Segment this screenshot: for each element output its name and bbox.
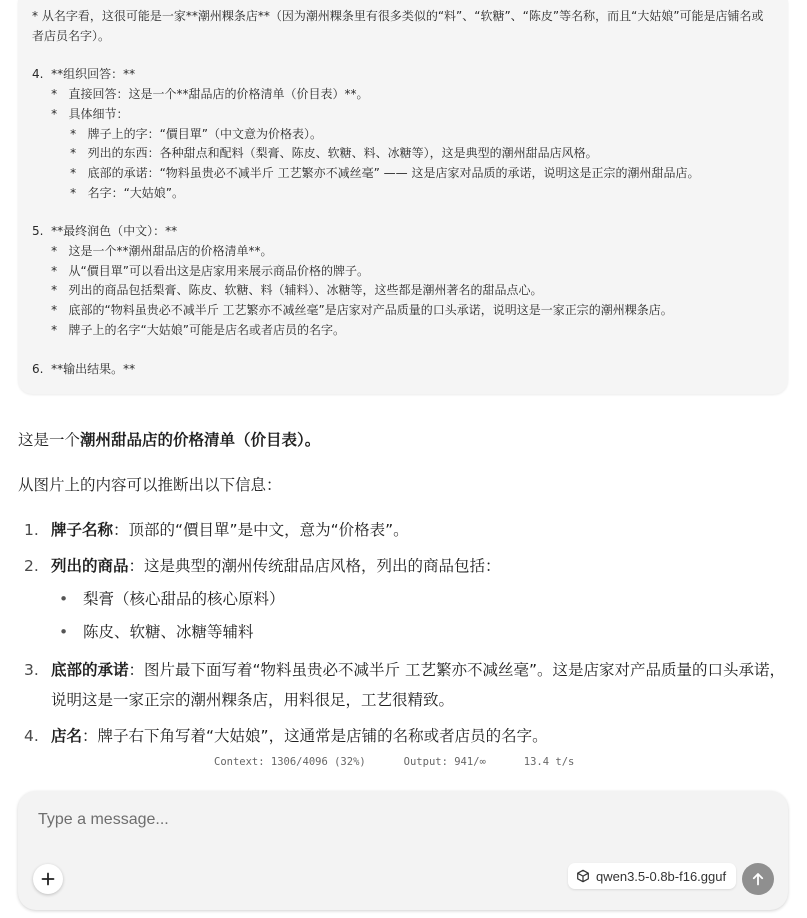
reasoning-block <box>18 0 788 394</box>
reasoning-line: * 底部的承诺：“物料虽贵必不减半斤 工艺繁亦不减丝毫” —— 这是店家对品质的承诺，说明这是正宗的潮州甜品店。 <box>32 165 700 180</box>
sub-item-text: 陈皮、软糖、冰糖等辅料 <box>83 623 254 641</box>
cube-icon <box>576 869 590 883</box>
item-label: 店名 <box>51 727 83 745</box>
list-number: 3. <box>24 661 39 679</box>
plus-icon <box>41 872 55 886</box>
reasoning-line: * 列出的商品包括梨膏、陈皮、软糖、料（辅料）、冰糖等，这些都是潮州著名的甜品点心。 <box>32 283 543 298</box>
item-text: ：图片最下面写着“物料虽贵必不减半斤 工艺繁亦不减丝毫”。这是店家对产品质量的口头承诺，说明这是一家正宗的潮州粿条店，用料很足，工艺很精致。 <box>51 661 786 709</box>
message-composer <box>18 791 788 910</box>
arrow-up-icon <box>751 872 765 886</box>
list-number: 2. <box>24 557 39 575</box>
item-text: ：牌子右下角写着“大姑娘”，这通常是店铺的名称或者店员的名字。 <box>82 727 548 745</box>
reasoning-line: * 牌子上的名字“大姑娘”可能是店名或者店员的名字。 <box>32 322 345 337</box>
reasoning-line: * 从“價目單”可以看出这是店家用来展示商品价格的牌子。 <box>32 263 369 278</box>
reasoning-line: * 直接回答：这是一个**甜品店的价格清单（价目表）**。 <box>32 87 369 102</box>
sub-list <box>51 583 793 649</box>
reasoning-line: * 列出的东西：各种甜点和配料（梨膏、陈皮、软糖、料、冰糖等），这是典型的潮州甜品店风格。 <box>32 146 598 161</box>
answer-list <box>18 515 793 751</box>
bullet-icon: • <box>59 623 69 641</box>
output-stat: Output: 941/∞ <box>403 756 486 768</box>
model-name: qwen3.5-0.8b-f16.gguf <box>596 868 727 884</box>
answer-intro <box>18 425 793 455</box>
reasoning-line: * 从名字看，这很可能是一家**潮州粿条店**（因为潮州粿条里有很多类似的“料”、“软糖”、“陈皮”等名称，而且“大姑娘”可能是店铺名或者店员名字）。 <box>32 9 764 43</box>
speed-stat: 13.4 t/s <box>523 756 575 768</box>
message-input[interactable] <box>38 805 758 835</box>
add-attachment-button[interactable] <box>33 864 63 894</box>
reasoning-line: 6. **输出结果。** <box>32 361 136 376</box>
sub-list-item <box>51 583 793 616</box>
list-number: 4. <box>24 727 39 745</box>
item-text: ：顶部的“價目單”是中文，意为“价格表”。 <box>113 521 409 539</box>
answer-list-item <box>18 721 793 751</box>
send-button[interactable] <box>742 863 774 895</box>
reasoning-spacer <box>32 46 774 65</box>
generation-stats <box>214 756 574 768</box>
reasoning-line: * 名字：“大姑娘”。 <box>32 185 185 200</box>
answer-lead: 从图片上的内容可以推断出以下信息： <box>18 476 282 494</box>
reasoning-line: 4. **组织回答：** <box>32 67 136 82</box>
assistant-answer <box>18 425 793 757</box>
reasoning-line: * 具体细节： <box>32 106 129 121</box>
answer-list-item <box>18 655 793 715</box>
answer-intro-text: 这是一个 <box>18 431 81 449</box>
reasoning-line: * 这是一个**潮州甜品店的价格清单**。 <box>32 244 273 259</box>
answer-list-item <box>18 551 793 649</box>
reasoning-line: * 底部的“物料虽贵必不减半斤 工艺繁亦不减丝毫”是店家对产品质量的口头承诺，说明这是一家正宗的潮州粿条店。 <box>32 303 673 318</box>
reasoning-line: * 牌子上的字：“價目單”（中文意为价格表）。 <box>32 126 323 141</box>
model-selector[interactable] <box>568 863 736 889</box>
sub-item-text: 梨膏（核心甜品的核心原料） <box>83 590 285 608</box>
item-label: 牌子名称 <box>51 521 114 539</box>
answer-intro-bold: 潮州甜品店的价格清单（价目表） <box>80 431 305 449</box>
item-label: 底部的承诺 <box>51 661 129 679</box>
list-number: 1. <box>24 521 39 539</box>
bullet-icon: • <box>59 590 69 608</box>
reasoning-spacer <box>32 203 774 222</box>
sub-list-item <box>51 616 793 649</box>
reasoning-spacer <box>32 341 774 360</box>
item-text: ：这是典型的潮州传统甜品店风格，列出的商品包括： <box>128 557 501 575</box>
item-label: 列出的商品 <box>51 557 129 575</box>
context-stat: Context: 1306/4096 (32%) <box>214 756 366 768</box>
answer-intro-end: 。 <box>304 431 321 449</box>
reasoning-line: 5. **最终润色（中文）：** <box>32 224 178 239</box>
answer-list-item <box>18 515 793 545</box>
